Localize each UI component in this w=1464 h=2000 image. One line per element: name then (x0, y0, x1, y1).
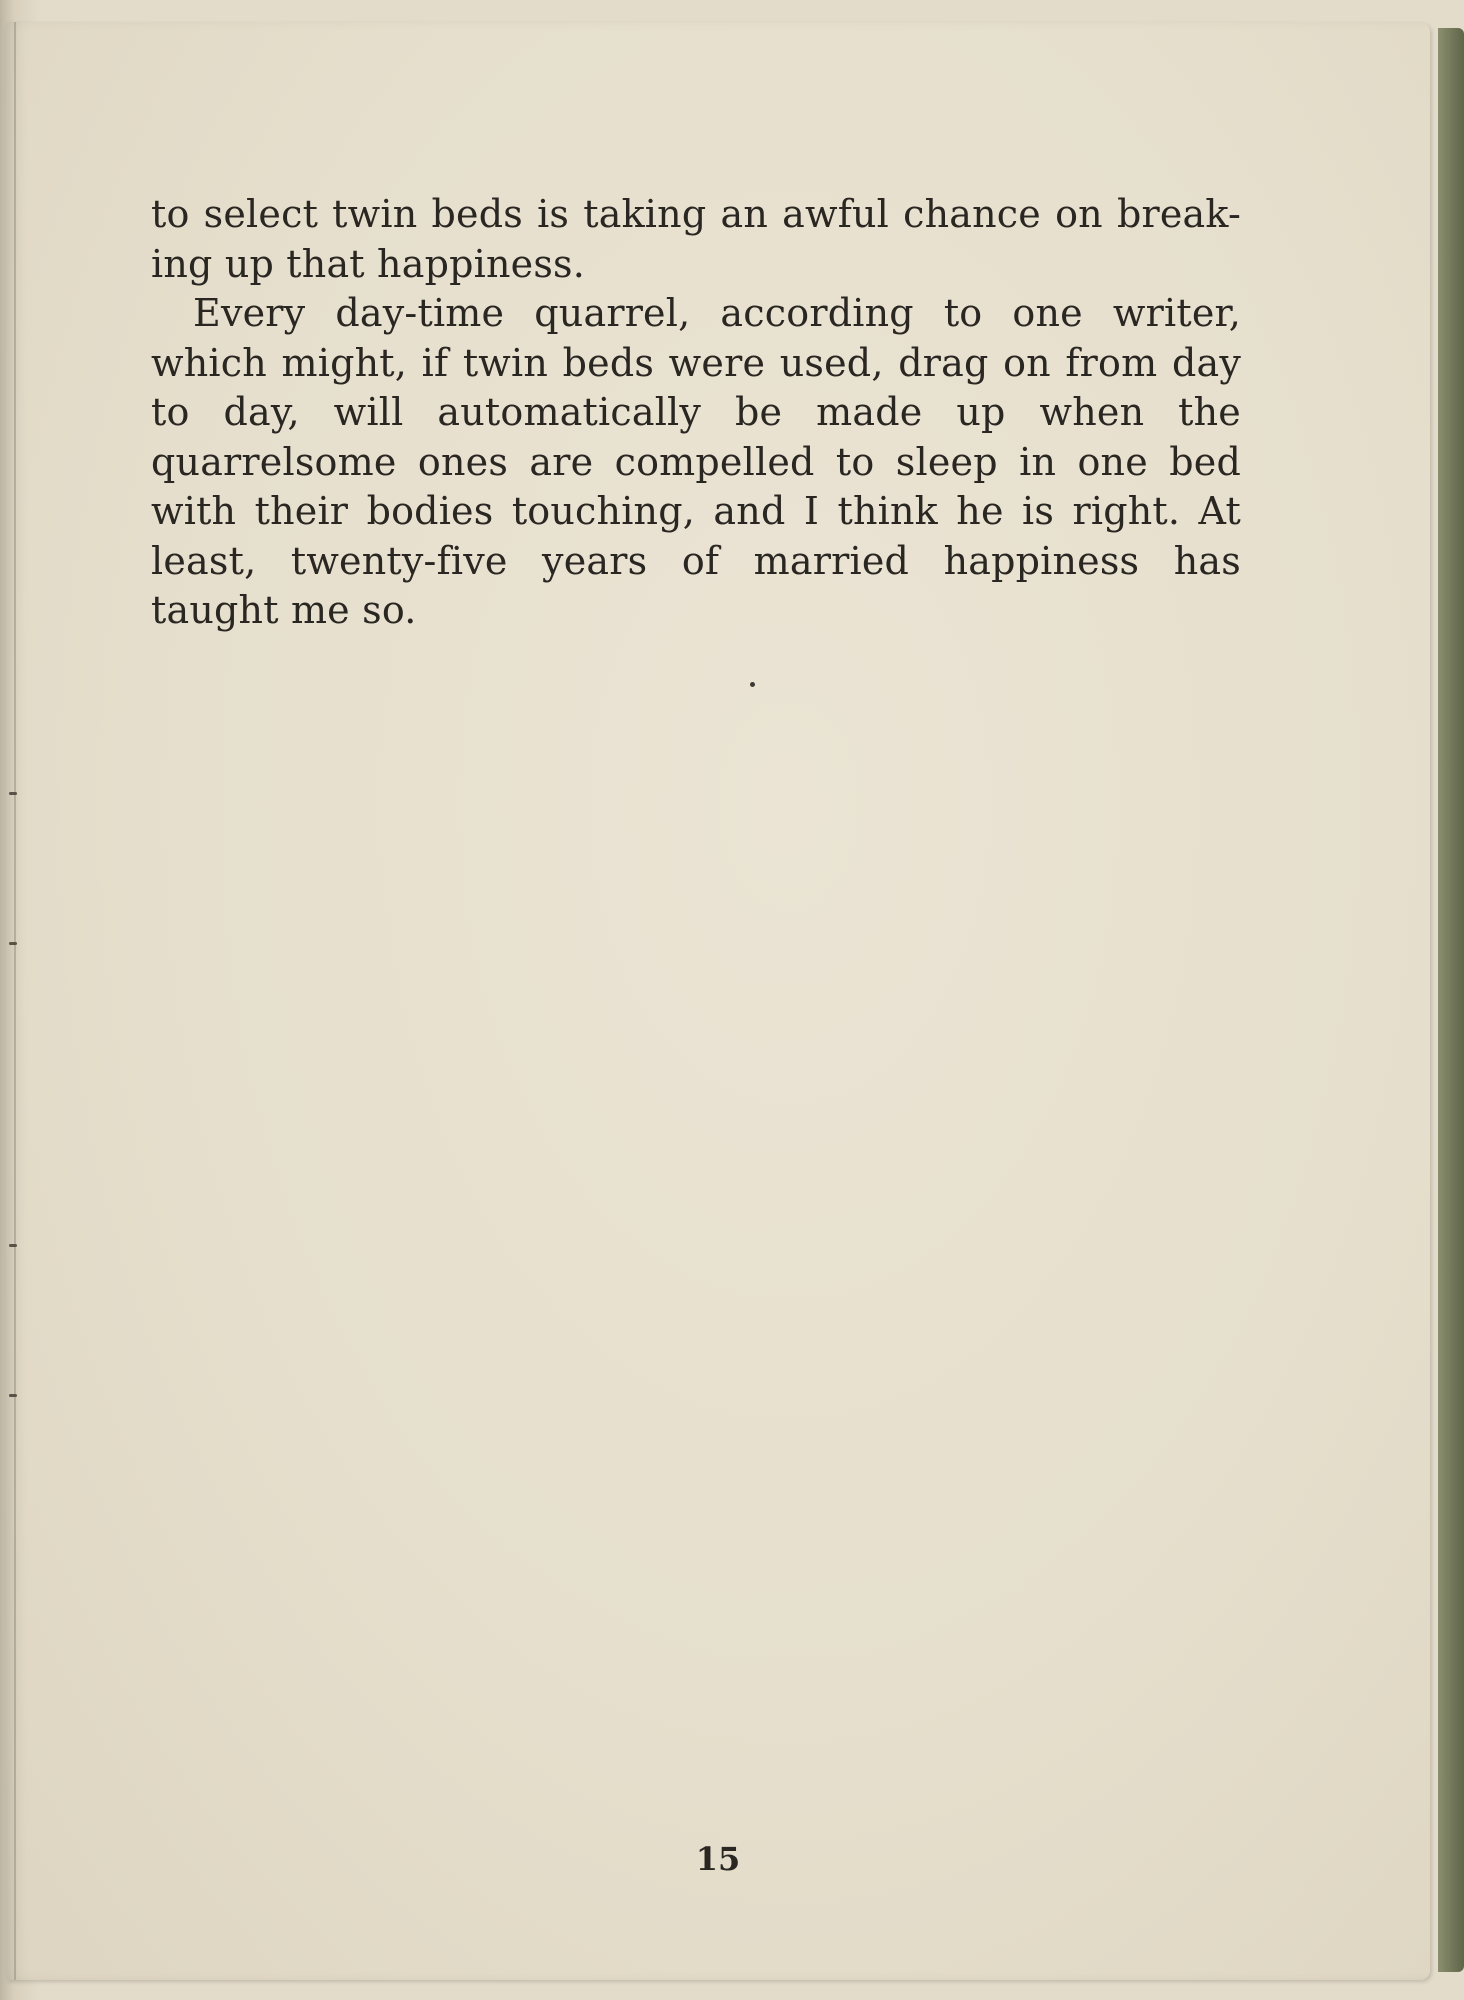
paper-speck (750, 682, 755, 687)
book-page (6, 22, 1430, 1980)
paragraph-2: Every day-time quarrel, according to one writer, which might, if twin beds were used, drag on from day to day, will automatically be made up when the quarrelsome ones are compelled to sleep in one bed with their bodies touching, and I think he is right. At least, twenty-five years of married happiness has taught me so. (151, 291, 1241, 632)
paragraph-1: to select twin beds is taking an awful chance on break-ing up that happiness. (151, 192, 1241, 286)
binding-stitch (9, 792, 17, 795)
book-cover-edge (1438, 28, 1464, 1972)
body-text (151, 190, 1241, 636)
binding-stitch (9, 1394, 17, 1397)
binding-stitch (9, 1244, 17, 1247)
binding-stitch (9, 942, 17, 945)
page-gutter (14, 22, 16, 1980)
page-number: 15 (695, 1840, 741, 1878)
